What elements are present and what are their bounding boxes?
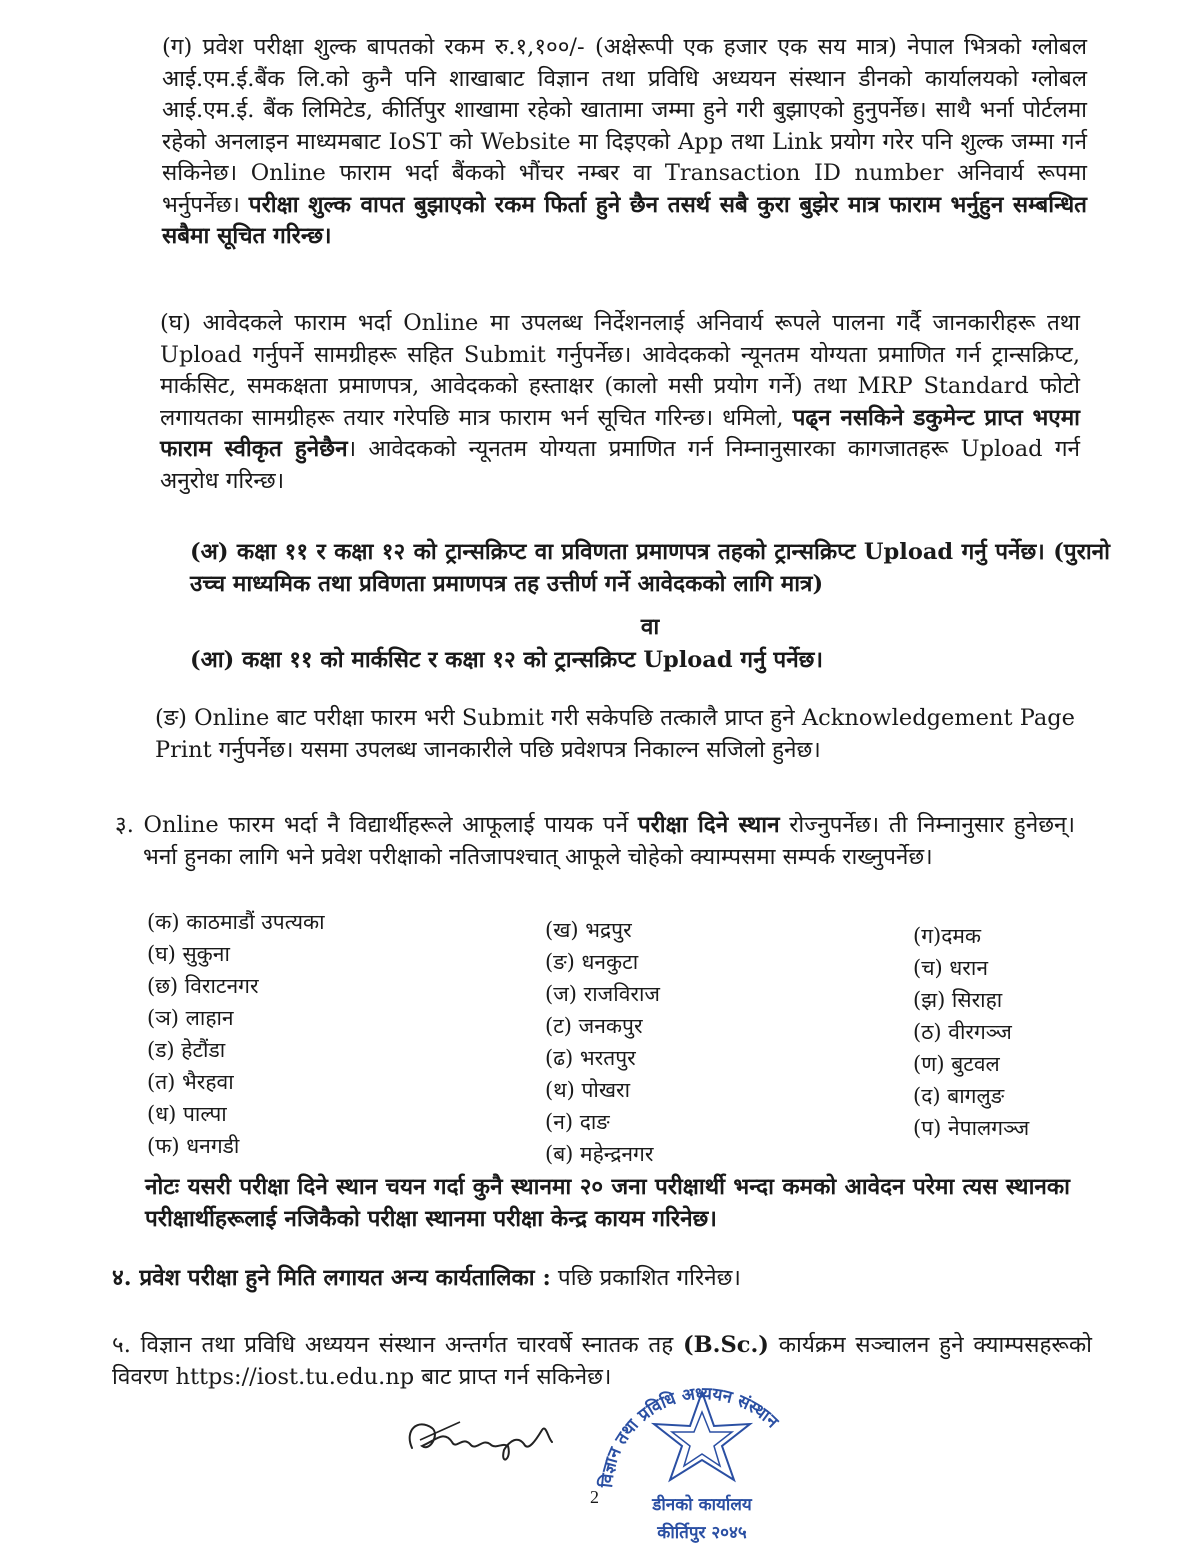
stamp-line-1: डीनको कार्यालय xyxy=(652,1495,752,1515)
section-5-bold-text: (B.Sc.) xyxy=(683,1332,769,1358)
location-item: (न) दाङ xyxy=(545,1110,610,1134)
sub-item-aa: (आ) कक्षा ११ को मार्कसिट र कक्षा १२ को ट्रान्सक्रिप्ट Upload गर्नु पर्नेछ। xyxy=(190,647,823,673)
location-item: (ब) महेन्द्रनगर xyxy=(545,1142,654,1166)
location-item: (ध) पाल्पा xyxy=(147,1102,227,1126)
location-item: (थ) पोखरा xyxy=(545,1078,631,1102)
location-item: (ढ) भरतपुर xyxy=(545,1046,636,1070)
location-item: (च) धरान xyxy=(913,956,988,980)
location-item: (ङ) धनकुटा xyxy=(545,950,639,974)
section-3-text-1: ३. Online फारम भर्दा नै विद्यार्थीहरूले आफूलाई पायक पर्ने xyxy=(115,812,629,838)
location-item: (फ) धनगडी xyxy=(147,1134,240,1158)
section-ga-text: (ग) प्रवेश परीक्षा शुल्क बापतको रकम रु.१,१००/- (अक्षेरूपी एक हजार एक सय मात्र) नेपाल भित्रको ग्लोबल आई.एम.ई.बैंक लि.को कुनै पनि शाखाबाट विज्ञान तथा प्रविधि अध्ययन संस्थान डीनको कार्यालयको ग्लोबल आई.एम.ई. बैंक लिमिटेड, कीर्तिपुर शाखामा रहेको खातामा जम्मा हुने गरी बुझाएको हुनुपर्नेछ। साथै भर्ना पोर्टलमा रहेको अनलाइन माध्यमबाट IoST को Website मा दिइएको App तथा Link प्रयोग गरेर पनि शुल्क जम्मा गर्न सकिनेछ। Online फाराम भर्दा बैंकको भौंचर नम्बर वा Transaction ID number अनिवार्य रूपमा भर्नुपर्नेछ। xyxy=(162,34,1087,218)
section-3-hanging-text xyxy=(115,810,1075,873)
section-gha-paragraph xyxy=(160,308,1080,497)
location-item: (प) नेपालगञ्ज xyxy=(913,1116,1030,1140)
section-ga-paragraph xyxy=(162,32,1087,253)
location-item: (ख) भद्रपुर xyxy=(545,918,632,942)
section-4-paragraph xyxy=(112,1263,1092,1295)
note-paragraph: नोटः यसरी परीक्षा दिने स्थान चयन गर्दा कुनै स्थानमा २० जना परीक्षार्थी भन्दा कमको आवेदन परेमा त्यस स्थानका परीक्षार्थीहरूलाई नजिकैको परीक्षा स्थानमा परीक्षा केन्द्र कायम गरिनेछ। xyxy=(145,1174,1070,1232)
stamp-top-text: विज्ञान तथा प्रविधि अध्ययन संस्थान xyxy=(596,1384,782,1489)
section-5-text-2: कार्यक्रम सञ्चालन हुने क्याम्पसहरूको विवरण https://iost.tu.edu.np बाट प्राप्त गर्न सकिनेछ। xyxy=(112,1332,1093,1390)
location-item: (त) भैरहवा xyxy=(147,1070,234,1094)
location-item: (ग)दमक xyxy=(913,924,982,948)
location-item: (द) बागलुङ xyxy=(913,1084,1005,1108)
section-5-text-1: ५. विज्ञान तथा प्रविधि अध्ययन संस्थान अन्तर्गत चारवर्षे स्नातक तह xyxy=(112,1332,674,1358)
location-item: (ठ) वीरगञ्ज xyxy=(913,1020,1012,1044)
location-item: (घ) सुकुना xyxy=(147,942,230,966)
location-item: (ण) बुटवल xyxy=(913,1052,1000,1076)
signature xyxy=(400,1400,575,1480)
location-item: (ड) हेटौंडा xyxy=(147,1038,226,1062)
location-item: (ज) राजविराज xyxy=(545,982,660,1006)
section-gha-text-2: । आवेदकको न्यूनतम योग्यता प्रमाणित गर्न निम्नानुसारका कागजातहरू Upload गर्न अनुरोध गरिन्छ। xyxy=(160,436,1081,494)
stamp-line-2: कीर्तिपुर २०४५ xyxy=(657,1523,747,1543)
location-item: (ञ) लाहान xyxy=(147,1006,234,1030)
location-item: (झ) सिराहा xyxy=(913,988,1003,1012)
section-ga-bold-text: परीक्षा शुल्क वापत बुझाएको रकम फिर्ता हुने छैन तसर्थ सबै कुरा बुझेर मात्र फाराम भर्नुहुन सम्बन्धित सबैमा सूचित गरिन्छ। xyxy=(162,191,1087,249)
section-3-text-2: रोज्नुपर्नेछ। ती निम्नानुसार हुनेछन्। भर्ना हुनका लागि भने प्रवेश परीक्षाको नतिजापश्चात् आफूले चोहेको क्याम्पसमा सम्पर्क राख्नुपर्नेछ। xyxy=(143,812,1076,870)
section-3-bold-text: परीक्षा दिने स्थान xyxy=(637,812,780,838)
section-3-paragraph xyxy=(115,810,1075,873)
section-4-label: ४. प्रवेश परीक्षा हुने मिति लगायत अन्य कार्यतालिका : xyxy=(112,1265,551,1291)
section-4-text: पछि प्रकाशित गरिनेछ। xyxy=(557,1265,741,1291)
page-number: 2 xyxy=(590,1487,599,1507)
location-item: (छ) विराटनगर xyxy=(147,974,259,998)
sub-item-a: (अ) कक्षा ११ र कक्षा १२ को ट्रान्सक्रिप्ट वा प्रविणता प्रमाणपत्र तहको ट्रान्सक्रिप्ट Upload गर्नु पर्नेछ। (पुरानो उच्च माध्यमिक तथा प्रविणता प्रमाणपत्र तह उत्तीर्ण गर्ने आवेदकको लागि मात्र) xyxy=(190,539,1110,597)
section-nga-paragraph: (ङ) Online बाट परीक्षा फारम भरी Submit गरी सकेपछि तत्कालै प्राप्त हुने Acknowledgement Page Print गर्नुपर्नेछ। यसमा उपलब्ध जानकारीले पछि प्रवेशपत्र निकाल्न सजिलो हुनेछ। xyxy=(155,705,1075,763)
section-gha-bold-text: पढ्न नसकिने डकुमेन्ट प्राप्त भएमा फाराम स्वीकृत हुनेछैन xyxy=(160,404,1080,462)
official-stamp xyxy=(590,1368,815,1548)
sub-item-or: वा xyxy=(640,614,660,640)
location-item: (ट) जनकपुर xyxy=(545,1014,643,1038)
location-item: (क) काठमाडौं उपत्यका xyxy=(147,910,325,934)
section-gha-text-1: (घ) आवेदकले फाराम भर्दा Online मा उपलब्ध निर्देशनलाई अनिवार्य रूपले पालना गर्दै जानकारीहरू तथा Upload गर्नुपर्ने सामग्रीहरू सहित Submit गर्नुपर्नेछ। आवेदकको न्यूनतम योग्यता प्रमाणित गर्न ट्रान्सक्रिप्ट, मार्कसिट, समकक्षता प्रमाणपत्र, आवेदकको हस्ताक्षर (कालो मसी प्रयोग गर्ने) तथा MRP Standard फोटो लगायतका सामग्रीहरू तयार गरेपछि मात्र फाराम भर्न सूचित गरिन्छ। धमिलो, xyxy=(160,310,1080,431)
